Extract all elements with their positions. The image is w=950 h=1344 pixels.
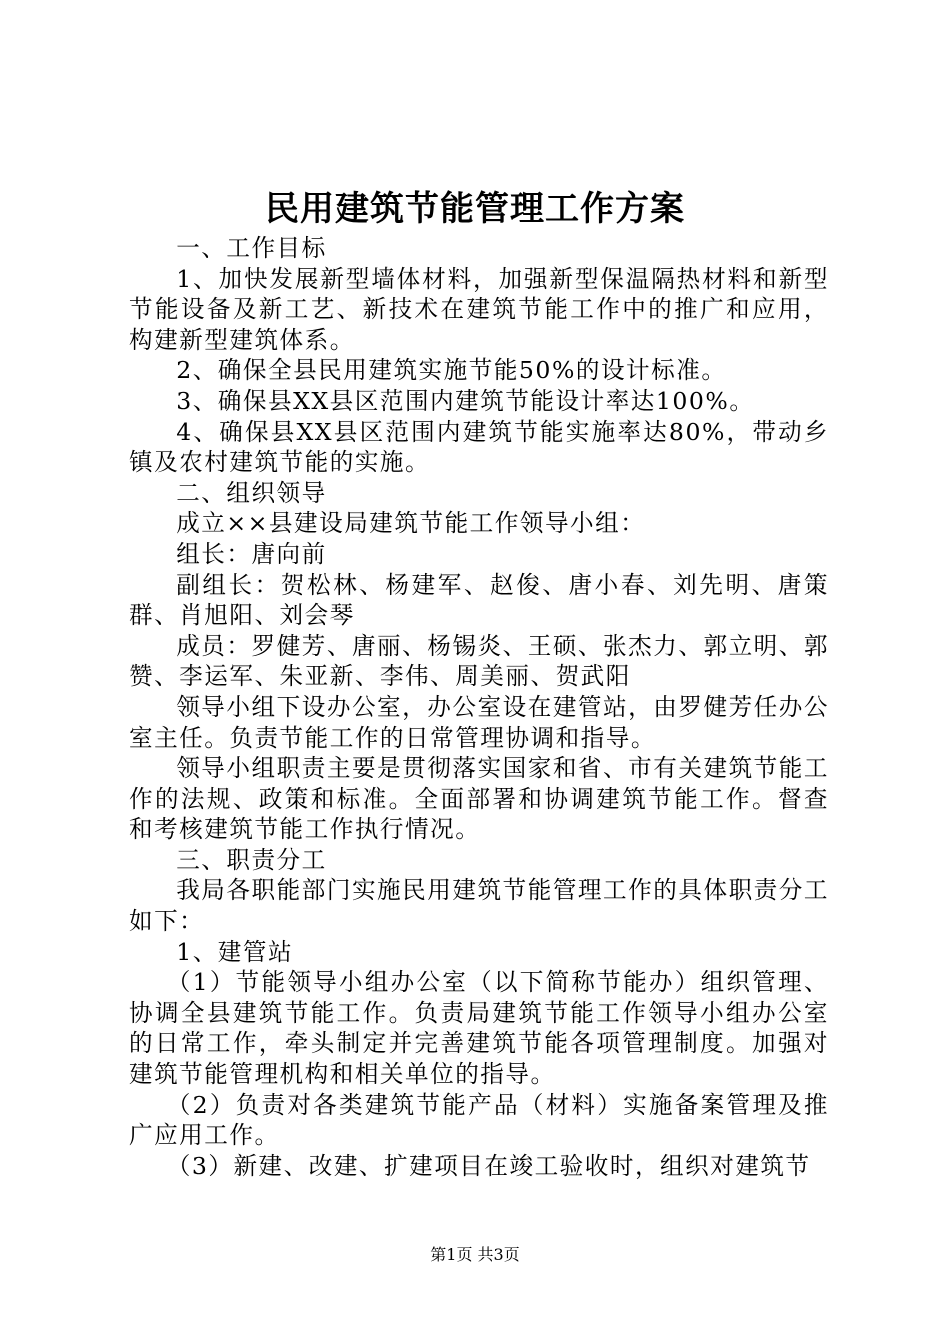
goal-item-1: 1、加快发展新型墙体材料，加强新型保温隔热材料和新型节能设备及新工艺、新技术在建筑节能工作中的推广和应用，构建新型建筑体系。 xyxy=(129,264,829,354)
document-title: 民用建筑节能管理工作方案 xyxy=(265,189,685,229)
office-description: 领导小组下设办公室，办公室设在建管站，由罗健芳任办公室主任。负责节能工作的日常管理协调和指导。 xyxy=(129,692,829,752)
group-members: 成员：罗健芳、唐丽、杨锡炎、王硕、张杰力、郭立明、郭赞、李运军、朱亚新、李伟、周美丽、贺武阳 xyxy=(129,631,829,691)
goal-item-4: 4、确保县XX县区范围内建筑节能实施率达80%，带动乡镇及农村建筑节能的实施。 xyxy=(129,417,829,477)
document-body xyxy=(129,233,829,1181)
duty-heading-construction-station: 1、建管站 xyxy=(176,937,294,966)
deputy-leaders: 副组长：贺松林、杨建军、赵俊、唐小春、刘先明、唐策群、肖旭阳、刘会琴 xyxy=(129,570,829,630)
group-leader: 组长：唐向前 xyxy=(176,539,327,568)
goal-item-3: 3、确保县XX县区范围内建筑节能设计率达100%。 xyxy=(176,386,755,415)
duty-item-3: （3）新建、改建、扩建项目在竣工验收时，组织对建筑节 xyxy=(166,1151,811,1180)
section-heading-leadership: 二、组织领导 xyxy=(176,478,327,507)
duty-item-2: （2）负责对各类建筑节能产品（材料）实施备案管理及推广应用工作。 xyxy=(129,1090,829,1150)
section-heading-duties: 三、职责分工 xyxy=(176,845,327,874)
page-footer: 第1页 共3页 xyxy=(430,1245,520,1264)
duties-intro: 我局各职能部门实施民用建筑节能管理工作的具体职责分工如下： xyxy=(129,876,829,936)
goal-item-2: 2、确保全县民用建筑实施节能50%的设计标准。 xyxy=(176,356,727,385)
section-heading-goals: 一、工作目标 xyxy=(176,234,327,262)
leadership-group-intro: 成立××县建设局建筑节能工作领导小组： xyxy=(176,509,646,538)
duty-item-1: （1）节能领导小组办公室（以下简称节能办）组织管理、协调全县建筑节能工作。负责局建筑节能工作领导小组办公室的日常工作，牵头制定并完善建筑节能各项管理制度。加强对建筑节能管理机构和相关单位的指导。 xyxy=(129,968,829,1089)
group-duties: 领导小组职责主要是贯彻落实国家和省、市有关建筑节能工作的法规、政策和标准。全面部署和协调建筑节能工作。督查和考核建筑节能工作执行情况。 xyxy=(129,754,829,844)
